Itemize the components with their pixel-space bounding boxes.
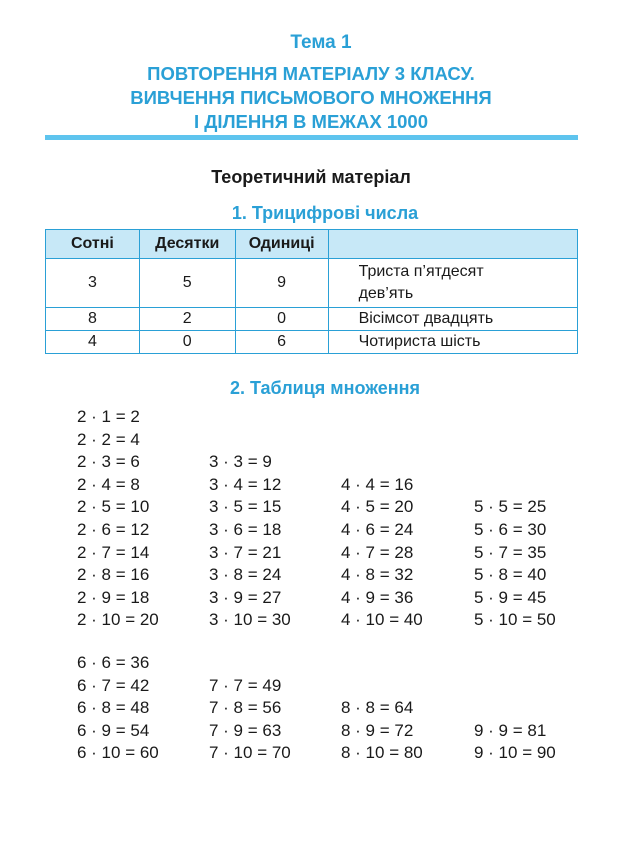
multiplication-fact: 5 · 9 = 45 xyxy=(474,587,547,607)
multiplication-fact: 8 · 8 = 64 xyxy=(341,698,414,718)
multiplication-fact: 3 · 6 = 18 xyxy=(209,520,282,539)
units-cell: 9 xyxy=(235,259,328,308)
multiplication-fact: 4 · 4 = 16 xyxy=(341,474,414,494)
column-header-tens: Десятки xyxy=(139,230,235,259)
hundreds-cell: 3 xyxy=(46,259,140,308)
multiplication-fact: 6 · 7 = 42 xyxy=(77,675,150,695)
multiplication-fact: 2 · 6 = 12 xyxy=(77,520,150,539)
multiplication-fact: 6 · 6 = 36 xyxy=(77,653,150,672)
section-1-title: 1. Трицифрові числа xyxy=(231,203,419,223)
topic-label: Тема 1 xyxy=(290,32,352,53)
tens-cell: 2 xyxy=(139,308,235,331)
multiplication-fact: 3 · 7 = 21 xyxy=(209,542,282,562)
multiplication-fact: 6 · 10 = 60 xyxy=(77,743,159,763)
words-line: Вісімсот двадцять xyxy=(358,310,494,327)
multiplication-fact: 3 · 8 = 24 xyxy=(209,565,282,585)
units-cell: 6 xyxy=(235,331,328,354)
number-in-words-cell xyxy=(328,331,577,354)
multiplication-fact: 2 · 10 = 20 xyxy=(77,610,159,630)
tens-cell: 5 xyxy=(139,259,235,308)
multiplication-fact: 5 · 5 = 25 xyxy=(474,497,547,517)
table-row xyxy=(46,259,578,308)
multiplication-fact: 2 · 8 = 16 xyxy=(77,565,150,585)
multiplication-fact: 4 · 9 = 36 xyxy=(341,587,414,607)
multiplication-fact: 8 · 10 = 80 xyxy=(341,743,423,763)
multiplication-fact: 7 · 8 = 56 xyxy=(209,698,282,718)
multiplication-fact: 7 · 9 = 63 xyxy=(209,720,282,740)
multiplication-fact: 5 · 7 = 35 xyxy=(474,542,547,562)
multiplication-fact: 3 · 10 = 30 xyxy=(209,610,291,630)
topic-title-line: І ДІЛЕННЯ В МЕЖАХ 1000 xyxy=(193,111,429,132)
three-digit-numbers-table xyxy=(45,229,578,354)
number-in-words-cell xyxy=(328,308,577,331)
column-header-words xyxy=(328,230,577,259)
multiplication-fact: 2 · 9 = 18 xyxy=(77,587,150,607)
multiplication-fact: 5 · 6 = 30 xyxy=(474,520,547,539)
multiplication-fact: 4 · 10 = 40 xyxy=(341,610,423,630)
number-in-words-cell xyxy=(328,259,577,308)
multiplication-fact: 2 · 3 = 6 xyxy=(77,452,140,472)
section-2-title: 2. Таблиця множення xyxy=(229,378,421,398)
topic-title-line: ПОВТОРЕННЯ МАТЕРІАЛУ 3 КЛАСУ. xyxy=(147,63,475,84)
multiplication-fact: 8 · 9 = 72 xyxy=(341,720,414,740)
column-header-units: Одиниці xyxy=(235,230,328,259)
topic-title xyxy=(0,62,622,134)
multiplication-fact: 9 · 9 = 81 xyxy=(474,720,547,740)
multiplication-fact: 7 · 7 = 49 xyxy=(209,675,282,695)
multiplication-fact: 4 · 8 = 32 xyxy=(341,565,414,585)
multiplication-fact: 2 · 2 = 4 xyxy=(77,429,140,449)
table-row xyxy=(46,308,578,331)
multiplication-fact: 3 · 4 = 12 xyxy=(209,474,282,494)
units-cell: 0 xyxy=(235,308,328,331)
multiplication-fact: 4 · 6 = 24 xyxy=(341,520,414,539)
column-header-hundreds: Сотні xyxy=(46,230,140,259)
multiplication-fact: 3 · 3 = 9 xyxy=(209,452,272,472)
table-row xyxy=(46,331,578,354)
title-divider xyxy=(45,135,578,140)
words-line: Чотириста шість xyxy=(358,333,481,350)
multiplication-fact: 5 · 8 = 40 xyxy=(474,565,547,585)
hundreds-cell: 8 xyxy=(46,308,140,331)
multiplication-fact: 6 · 8 = 48 xyxy=(77,698,150,718)
words-line: Триста п’ятдесят xyxy=(358,263,484,280)
multiplication-fact: 2 · 4 = 8 xyxy=(77,474,140,494)
topic-title-line: ВИВЧЕННЯ ПИСЬМОВОГО МНОЖЕННЯ xyxy=(130,87,492,108)
multiplication-fact: 5 · 10 = 50 xyxy=(474,610,556,630)
tens-cell: 0 xyxy=(139,331,235,354)
multiplication-fact: 3 · 5 = 15 xyxy=(209,497,282,517)
multiplication-fact: 4 · 5 = 20 xyxy=(341,497,414,517)
multiplication-fact: 2 · 5 = 10 xyxy=(77,497,150,517)
multiplication-fact: 9 · 10 = 90 xyxy=(474,743,556,763)
theory-heading: Теоретичний матеріал xyxy=(211,167,411,187)
multiplication-fact: 6 · 9 = 54 xyxy=(77,720,150,740)
multiplication-fact: 7 · 10 = 70 xyxy=(209,743,291,763)
multiplication-fact: 3 · 9 = 27 xyxy=(209,587,282,607)
multiplication-fact: 2 · 7 = 14 xyxy=(77,542,150,562)
hundreds-cell: 4 xyxy=(46,331,140,354)
words-line: дев’ять xyxy=(358,285,414,302)
multiplication-fact: 2 · 1 = 2 xyxy=(77,407,140,426)
multiplication-fact: 4 · 7 = 28 xyxy=(341,542,414,562)
